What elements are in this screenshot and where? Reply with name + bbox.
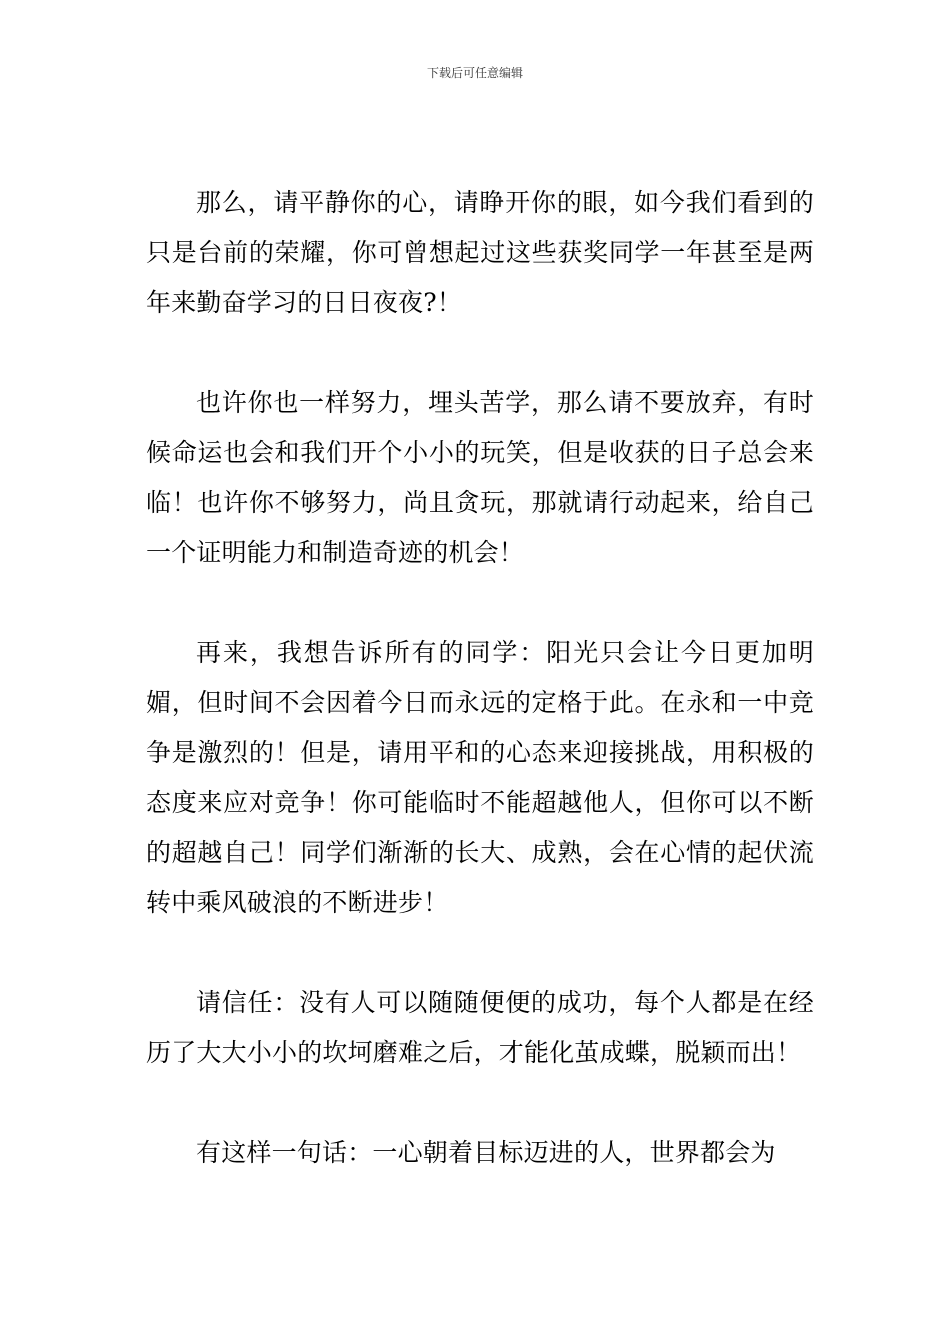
paragraph-5: 有这样一句话：一心朝着目标迈进的人，世界都会为 [196, 1138, 776, 1167]
paragraph-4: 请信任：没有人可以随随便便的成功，每个人都是在经历了大大小小的坎坷磨难之后，才能化茧成蝶，脱颖而出！ [146, 988, 814, 1067]
paragraph-3: 再来，我想告诉所有的同学：阳光只会让今日更加明媚，但时间不会因着今日而永远的定格于此。在永和一中竞争是激烈的！但是，请用平和的心态来迎接挑战，用积极的态度来应对竞争！你可能临时不能超越他人，但你可以不断的超越自己！同学们渐渐的长大、成熟，会在心情的起伏流转中乘风破浪的不断进步！ [146, 638, 814, 917]
paragraph-1: 那么，请平静你的心，请睁开你的眼，如今我们看到的只是台前的荣耀，你可曾想起过这些获奖同学一年甚至是两年来勤奋学习的日日夜夜?！ [146, 188, 814, 317]
page-header: 下载后可任意编辑 [426, 66, 523, 80]
document-body [146, 178, 814, 1178]
paragraph-2: 也许你也一样努力，埋头苦学，那么请不要放弃，有时候命运也会和我们开个小小的玩笑，但是收获的日子总会来临！也许你不够努力，尚且贪玩，那就请行动起来，给自己一个证明能力和制造奇迹的机会！ [146, 388, 814, 567]
